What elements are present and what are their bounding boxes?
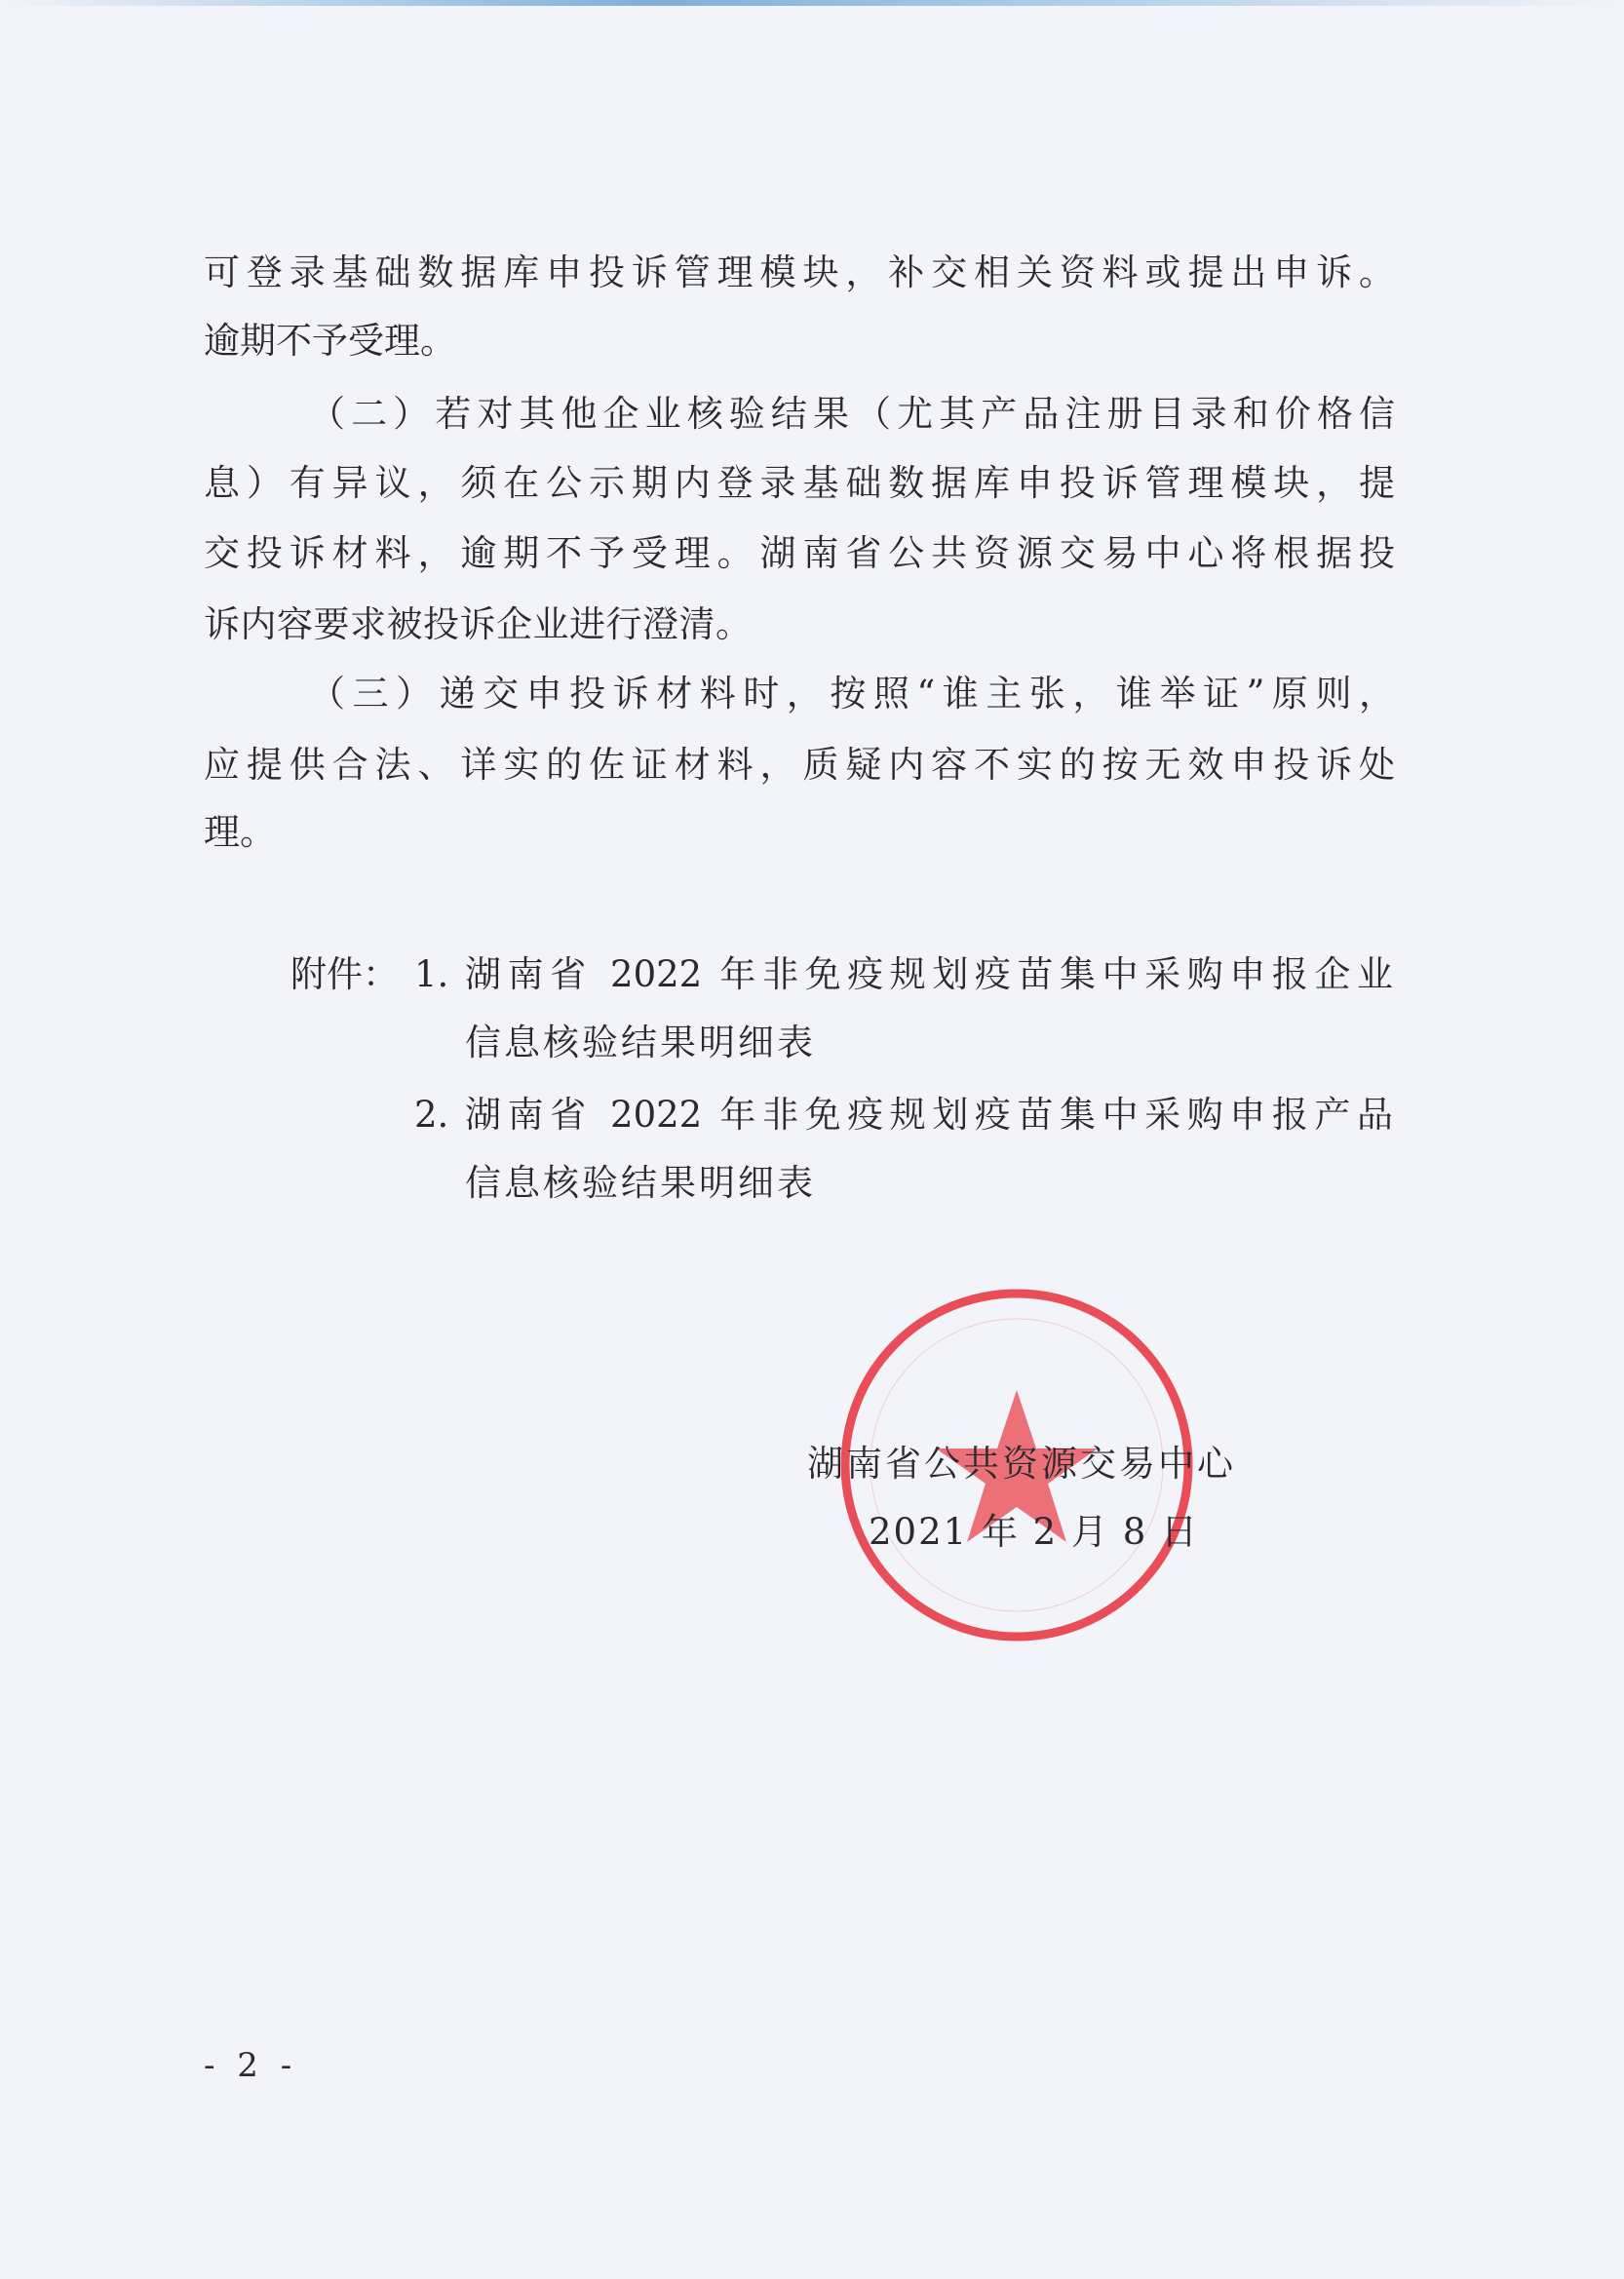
body-line: （三）递交申投诉材料时，按照“谁主张，谁举证”原则， <box>309 673 1395 715</box>
scan-edge <box>0 0 1624 6</box>
body-line: 可登录基础数据库申投诉管理模块，补交相关资料或提出申诉。 <box>204 251 1395 293</box>
body-line: 诉内容要求被投诉企业进行澄清。 <box>204 603 753 645</box>
signature-date: 2021 年 2 月 8 日 <box>869 1511 1200 1553</box>
body-line: 逾期不予受理。 <box>204 320 456 362</box>
body-line: 交投诉材料，逾期不予受理。湖南省公共资源交易中心将根据投 <box>204 532 1395 574</box>
attachment-title: 湖南省 2022 年非免疫规划疫苗集中采购申报企业 <box>465 953 1393 995</box>
attachment-number: 1. <box>414 953 449 995</box>
signature-org: 湖南省公共资源交易中心 <box>807 1443 1236 1485</box>
body-line: 理。 <box>204 811 276 853</box>
body-line: （二）若对其他企业核验结果（尤其产品注册目录和价格信 <box>309 393 1395 435</box>
attachment-title: 湖南省 2022 年非免疫规划疫苗集中采购申报产品 <box>465 1094 1393 1136</box>
attachment-number: 2. <box>414 1094 449 1136</box>
attachments-label: 附件： <box>290 953 399 995</box>
body-line: 息）有异议，须在公示期内登录基础数据库申投诉管理模块，提 <box>204 462 1395 504</box>
page-number: - 2 - <box>204 2046 298 2085</box>
attachment-title-cont: 信息核验结果明细表 <box>465 1022 816 1063</box>
attachment-title-cont: 信息核验结果明细表 <box>465 1162 816 1204</box>
body-line: 应提供合法、详实的佐证材料，质疑内容不实的按无效申投诉处 <box>204 744 1395 786</box>
